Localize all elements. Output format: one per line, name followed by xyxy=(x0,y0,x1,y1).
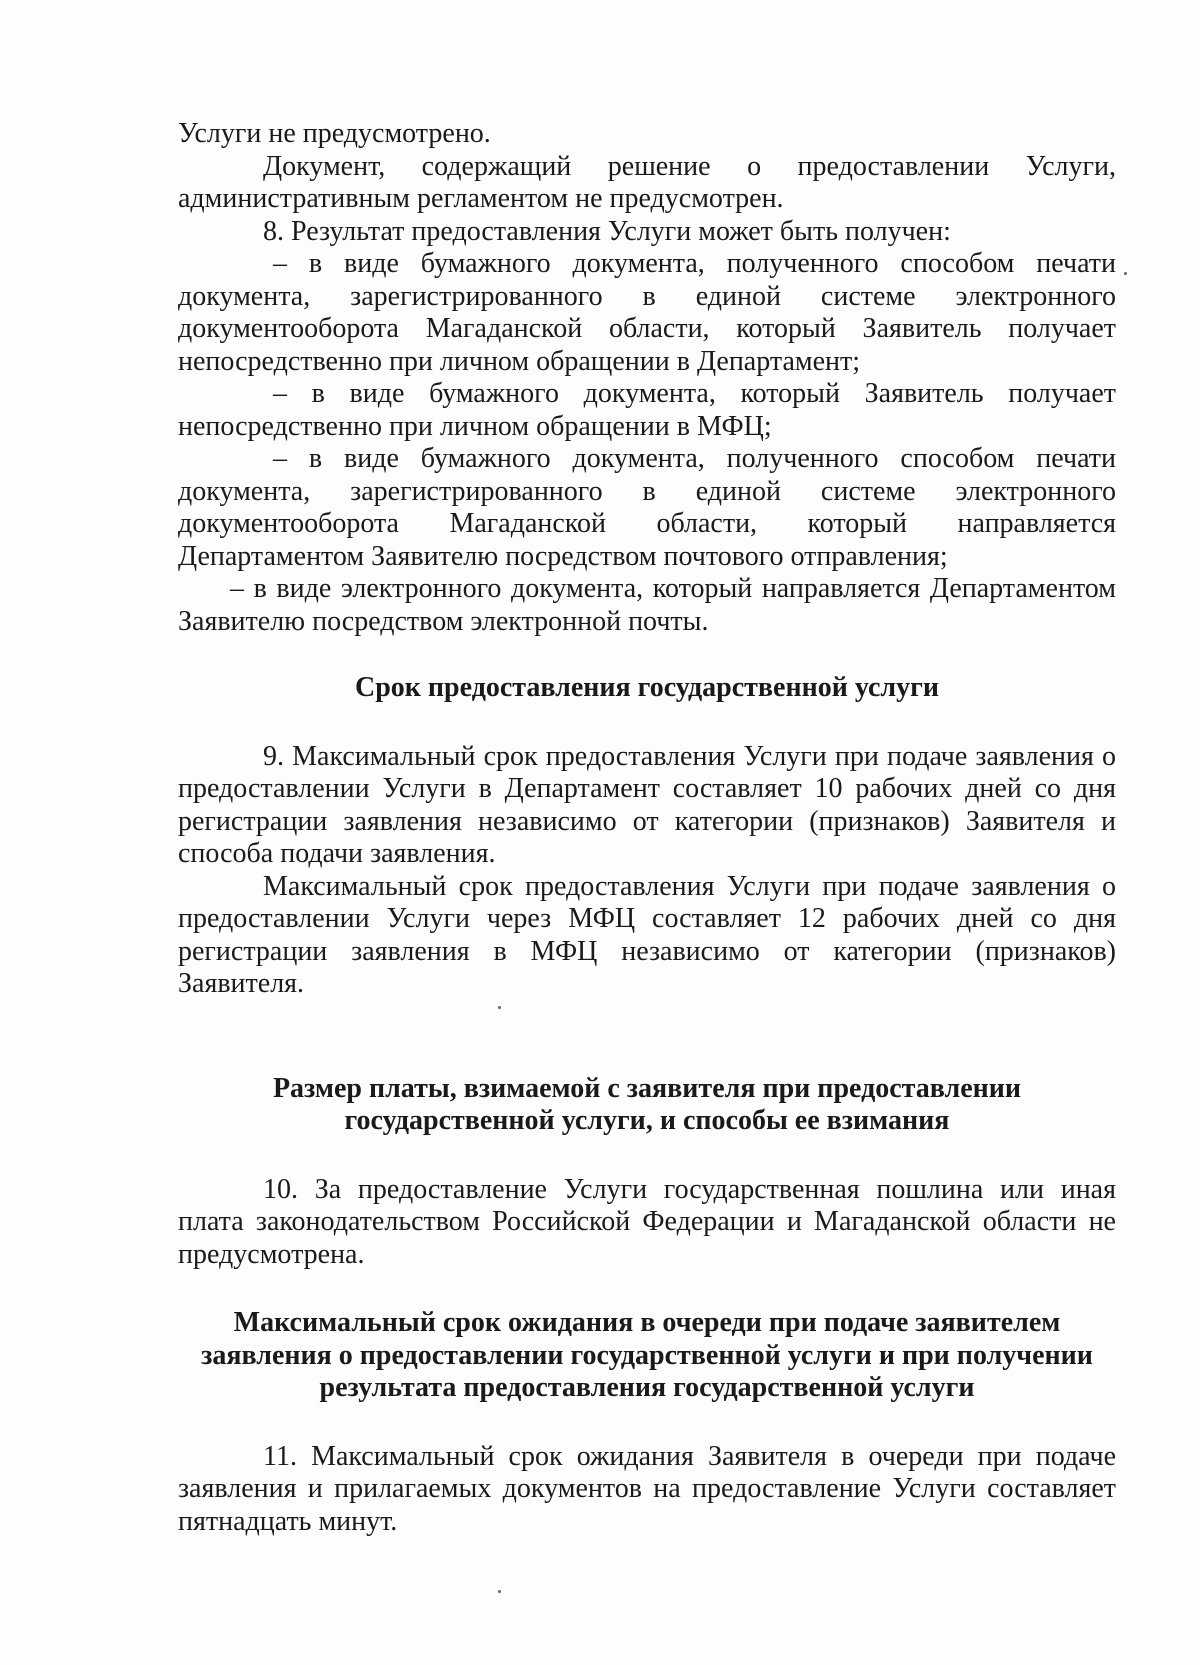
list-item-electronic-email: – в виде электронного документа, который направляется Департаментом Заявителю посредством электронной почты. xyxy=(178,573,1116,637)
heading-queue-line2: заявления о предоставлении государственной услуги и при получении xyxy=(201,1339,1093,1371)
paragraph-result-intro: 8. Результат предоставления Услуги может быть получен: xyxy=(263,215,951,247)
heading-queue-line1: Максимальный срок ожидания в очереди при подаче заявителем xyxy=(233,1307,1061,1338)
scan-speck xyxy=(498,1006,501,1009)
paragraph-continuation: Услуги не предусмотрено. xyxy=(178,118,491,149)
heading-fee-line1: Размер платы, взимаемой с заявителя при предоставлении xyxy=(272,1072,1022,1104)
scan-speck xyxy=(498,1590,501,1593)
heading-service-term: Срок предоставления государственной услуги xyxy=(355,672,939,703)
list-item-paper-department: – в виде бумажного документа, полученного способом печати документа, зарегистрированного в единой системе электронного документооборота Магаданской области, который Заявитель получает непосредственно при личном обращении в Департамент; xyxy=(178,248,1116,377)
list-item-paper-mail: – в виде бумажного документа, полученного способом печати документа, зарегистрированного в единой системе электронного документооборота Магаданской области, который направляется Департаментом Заявителю посредством почтового отправления; xyxy=(178,443,1116,572)
paragraph-fee: 10. За предоставление Услуги государственная пошлина или иная плата законодательством Российской Федерации и Магаданской области не предусмотрена. xyxy=(178,1173,1116,1270)
paragraph-decision-document: Документ, содержащий решение о предоставлении Услуги, административным регламентом не предусмотрен. xyxy=(178,150,1116,214)
scan-speck xyxy=(1124,272,1127,275)
heading-queue xyxy=(178,1307,1116,1405)
heading-fee xyxy=(178,1073,1116,1138)
paragraph-queue: 11. Максимальный срок ожидания Заявителя в очереди при подаче заявления и прилагаемых документов на предоставление Услуги составляет пятнадцать минут. xyxy=(178,1440,1116,1537)
document-body xyxy=(178,118,1116,1538)
paragraph-term-mfc: Максимальный срок предоставления Услуги при подаче заявления о предоставлении Услуги через МФЦ составляет 12 рабочих дней со дня регистрации заявления в МФЦ независимо от категории (признаков) Заявителя. xyxy=(178,870,1116,999)
heading-queue-line3: результата предоставления государственной услуги xyxy=(319,1372,975,1403)
paragraph-term-department: 9. Максимальный срок предоставления Услуги при подаче заявления о предоставлении Услуги в Департамент составляет 10 рабочих дней со дня регистрации заявления независимо от категории (признаков) Заявителя и способа подачи заявления. xyxy=(178,740,1116,869)
list-item-paper-mfc: – в виде бумажного документа, который Заявитель получает непосредственно при личном обращении в МФЦ; xyxy=(178,378,1116,442)
heading-fee-line2: государственной услуги, и способы ее взимания xyxy=(344,1105,950,1136)
